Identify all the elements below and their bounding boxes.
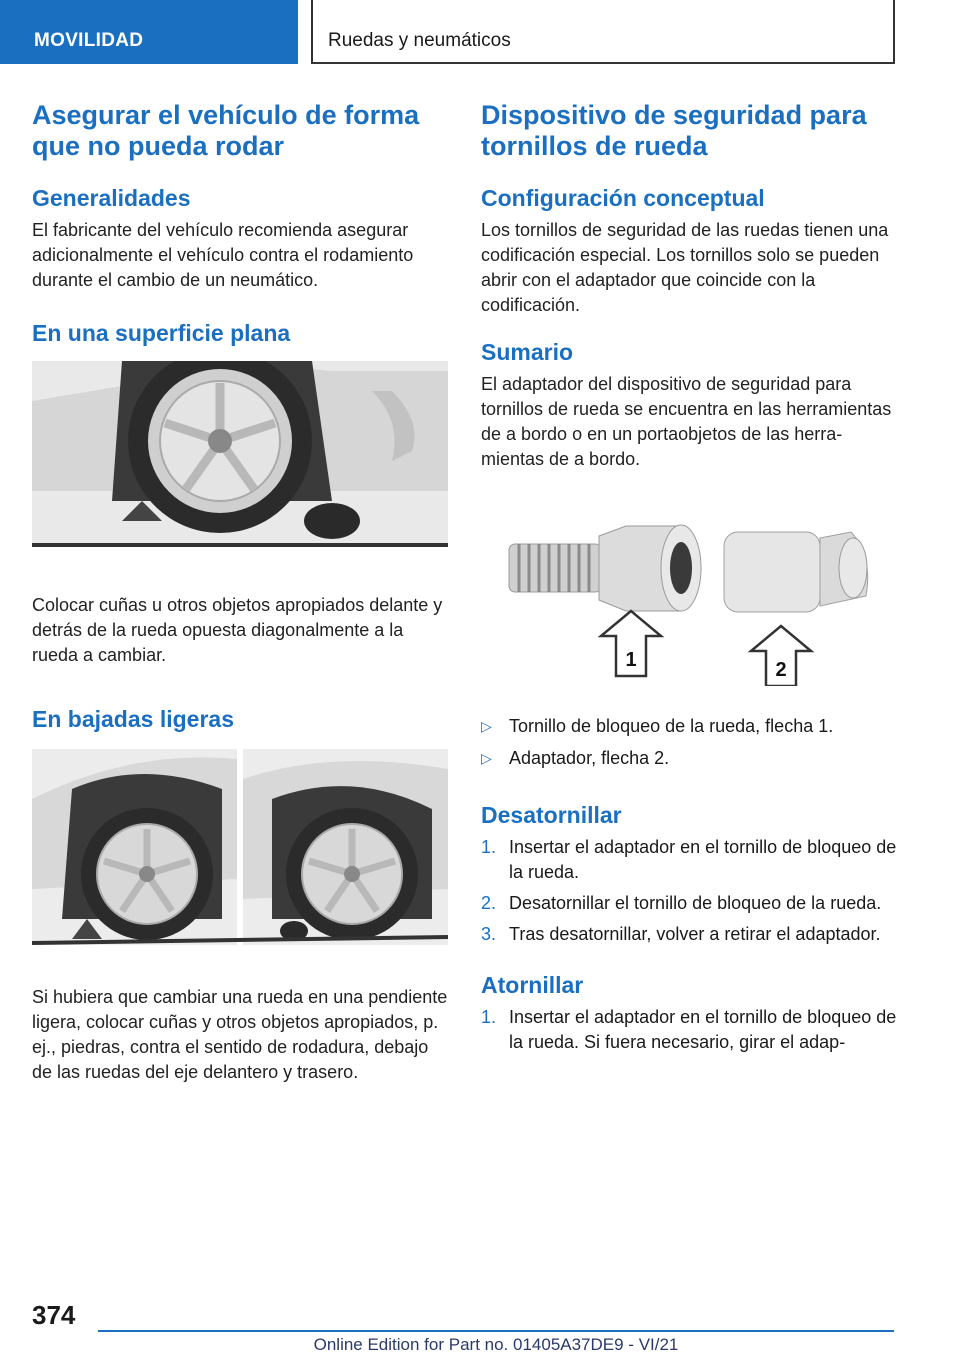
bajadas-heading: En bajadas ligeras: [32, 706, 234, 732]
desatornillar-heading: Desatornillar: [481, 802, 622, 828]
list-item: 1. Insertar el adaptador en el tornillo de bloqueo de la rueda. Si fuera necesario, girar el adap-: [481, 1007, 897, 1052]
atornillar-steps: [481, 1005, 899, 1055]
section-label: MOVILIDAD: [34, 30, 144, 51]
desatornillar-steps: [481, 835, 899, 947]
plana-caption: Colocar cuñas u otros objetos apropiados delante y detrás de la rueda opuesta diagonalmente a la rueda a cambiar.: [32, 595, 443, 665]
atornillar-heading: Atornillar: [481, 972, 584, 998]
bolt-adapter-illustration: [481, 496, 899, 686]
right-title: Dispositivo de seguridad para tornillos de rueda: [481, 100, 867, 161]
flat-surface-illustration: [32, 361, 448, 547]
sumario-bullets: [481, 714, 899, 771]
arrow-1-label: 1: [625, 649, 637, 671]
concepto-heading: Configuración conceptual: [481, 185, 765, 211]
list-item: 3. Tras desatornillar, volver a retirar el adaptador.: [481, 924, 881, 944]
triangle-bullet-icon: ▷: [481, 750, 492, 766]
left-title: Asegurar el vehículo de forma que no pueda rodar: [32, 100, 420, 161]
chapter-label: Ruedas y neumáticos: [328, 30, 511, 51]
list-item: ▷ Tornillo de bloqueo de la rueda, flecha 1.: [481, 714, 899, 739]
left-column: [32, 100, 450, 1085]
footer-divider: [98, 1330, 894, 1332]
car-wheel-flat-image: [32, 361, 448, 547]
sumario-heading: Sumario: [481, 339, 574, 365]
arrow-2-label: 2: [775, 659, 787, 681]
list-item: ▷ Adaptador, flecha 2.: [481, 746, 899, 771]
generalidades-heading: Generalidades: [32, 185, 191, 211]
footer-edition: Online Edition for Part no. 01405A37DE9 - VI/21: [313, 1335, 679, 1354]
section-tab: [0, 0, 298, 64]
list-item: 1. Insertar el adaptador en el tornillo de bloqueo de la rueda.: [481, 837, 897, 882]
plana-heading: En una superficie plana: [32, 320, 291, 346]
list-item: 2. Desatornillar el tornillo de bloqueo de la rueda.: [481, 893, 882, 913]
generalidades-text: El fabricante del vehículo recomienda asegurar adicionalmente el vehículo contra el rodamiento durante el cambio de un neumático.: [32, 220, 414, 290]
car-wheels-slope-image: [32, 749, 448, 945]
triangle-bullet-icon: ▷: [481, 718, 492, 734]
chapter-tab: [311, 0, 895, 64]
page-number: 374: [32, 1300, 76, 1330]
concepto-text: Los tornillos de seguridad de las ruedas tienen una codificación especial. Los tornillos solo se pueden abrir con el adaptador que coincide con la codificación.: [481, 220, 889, 315]
slope-illustration: [32, 749, 448, 945]
sumario-text: El adaptador del dispositivo de seguridad para tornillos de rueda se encuentra en las herramientas de a bordo o en un portaobjetos de las herramientas de a bordo.: [481, 374, 892, 469]
bolt-adapter-image: [481, 496, 899, 686]
bajadas-caption: Si hubiera que cambiar una rueda en una pendiente ligera, colocar cuñas y otros objetos apropiados, p. ej., piedras, contra el sentido de rodadura, debajo de las ruedas del eje delantero y trasero.: [32, 987, 448, 1082]
right-column: [481, 100, 899, 1061]
